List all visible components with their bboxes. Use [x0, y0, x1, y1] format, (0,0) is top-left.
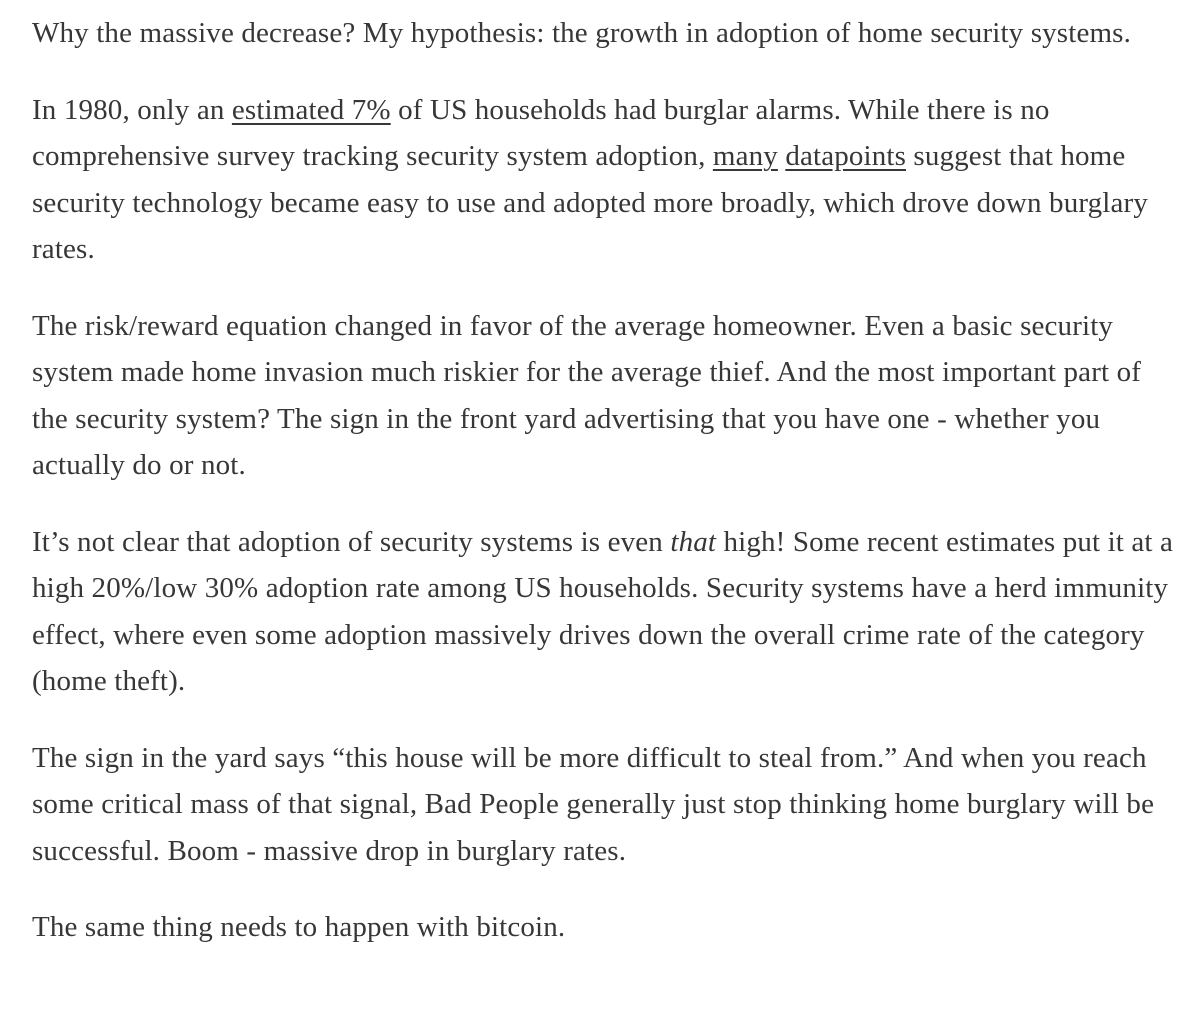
- emphasis-text: that: [670, 525, 717, 558]
- paragraph-text: The risk/reward equation changed in favor of the average homeowner. Even a basic security system made home invasion much riskier for the average thief. And the most important part of the security system? The sign in the front yard advertising that you have one - whether you actually do or not.: [32, 309, 1142, 481]
- paragraph-burglar-alarms: [32, 87, 1182, 273]
- paragraph-text: In 1980, only an: [32, 93, 232, 126]
- paragraph-risk-reward: [32, 303, 1182, 489]
- paragraph-text: Why the massive decrease? My hypothesis: the growth in adoption of home security systems.: [32, 17, 1132, 49]
- paragraph-text: The sign in the yard says “this house will be more difficult to steal from.” And when you reach some critical mass of that signal, Bad People generally just stop thinking home burglary will be successful. Boom - massive drop in burglary rates.: [32, 741, 1155, 867]
- article-body: [32, 10, 1182, 951]
- paragraph-yard-sign: [32, 735, 1182, 875]
- paragraph-text: suggest that home security technology became easy to use and adopted more broadly, which drove down burglary rates.: [32, 140, 1148, 265]
- paragraph-text: It’s not clear that adoption of security systems is even: [32, 525, 671, 558]
- paragraph-hypothesis: [32, 10, 1182, 57]
- paragraph-adoption-rate: [32, 519, 1182, 705]
- paragraph-bitcoin: [32, 904, 1182, 951]
- paragraph-text: high! Some recent estimates put it at a high 20%/low 30% adoption rate among US households. Security systems have a herd immunity effect, where even some adoption massively drives down the overall crime rate of the category (home theft).: [32, 525, 1174, 697]
- paragraph-text: The same thing needs to happen with bitcoin.: [32, 911, 566, 943]
- datapoints-link[interactable]: datapoints: [785, 140, 907, 172]
- estimated-7-percent-link[interactable]: estimated 7%: [231, 93, 391, 126]
- paragraph-text: of US households had burglar alarms. While there is no comprehensive survey tracking security system adoption,: [32, 93, 1050, 172]
- many-link[interactable]: many: [712, 140, 778, 172]
